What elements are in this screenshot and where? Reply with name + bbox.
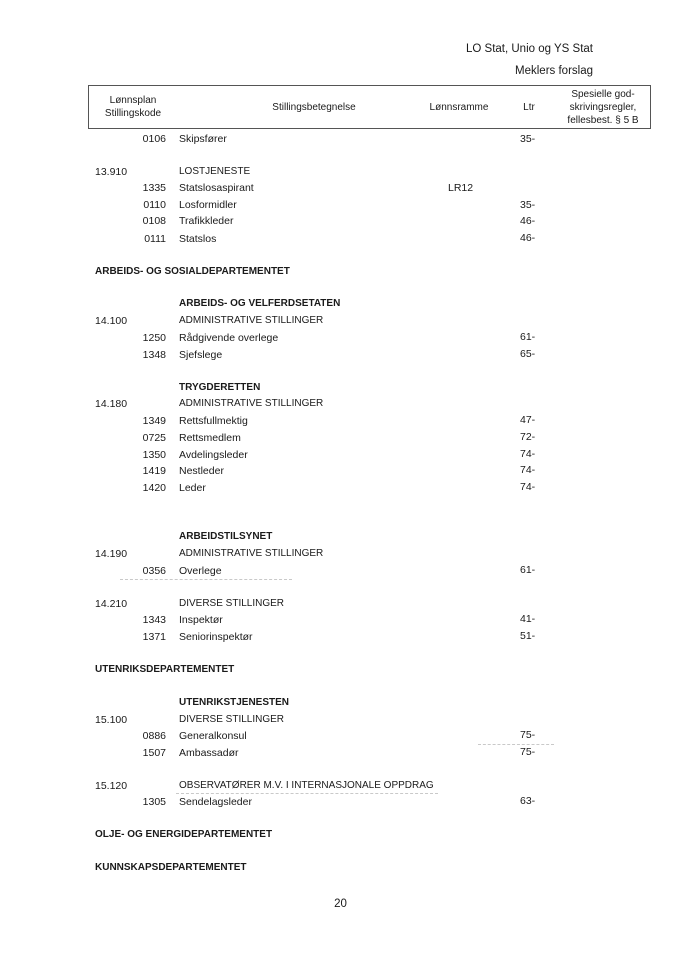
row-title: Skipsfører <box>179 133 227 145</box>
plan-title: ADMINISTRATIVE STILLINGER <box>179 548 324 559</box>
row-code: 1343 <box>142 614 166 626</box>
row-ltr: 47- <box>520 414 536 426</box>
row-ltr: 63- <box>520 795 536 807</box>
plan-number: 14.100 <box>95 315 128 327</box>
row-code: 0886 <box>142 730 166 742</box>
row-lonnsramme: LR12 <box>448 182 474 194</box>
row-title: Rettsfullmektig <box>179 415 248 427</box>
row-code: 1305 <box>142 796 166 808</box>
plan-number: 13.910 <box>95 166 128 178</box>
row-code: 0108 <box>142 215 166 227</box>
header-lonnsplan-line1: Lønnsplan <box>109 95 157 106</box>
header-stillingsbetegnelse: Stillingsbetegnelse <box>272 102 356 113</box>
department-heading: ARBEIDS- OG SOSIALDEPARTEMENTET <box>95 266 290 277</box>
row-title: Statslos <box>179 233 217 245</box>
document-subheading: Meklers forslag <box>515 65 593 77</box>
row-title: Generalkonsul <box>179 730 247 742</box>
row-ltr: 51- <box>520 630 536 642</box>
document-party-heading: LO Stat, Unio og YS Stat <box>466 43 593 55</box>
row-title: Trafikkleder <box>179 215 234 227</box>
plan-number: 14.190 <box>95 548 128 560</box>
unit-heading: ARBEIDS- OG VELFERDSETATEN <box>179 298 341 309</box>
header-spesielle <box>555 88 651 127</box>
header-spesielle-line2: skrivingsregler, <box>569 102 637 113</box>
row-ltr: 74- <box>520 481 536 493</box>
header-lonnsplan <box>89 94 177 120</box>
header-lonnsplan-line2: Stillingskode <box>104 108 162 119</box>
table-header <box>88 85 651 129</box>
row-code: 0356 <box>142 565 166 577</box>
row-code: 1348 <box>142 349 166 361</box>
row-title: Avdelingsleder <box>179 449 248 461</box>
row-code: 1507 <box>142 747 166 759</box>
department-heading: KUNNSKAPSDEPARTEMENTET <box>95 862 247 873</box>
row-code: 1349 <box>142 415 166 427</box>
plan-number: 14.180 <box>95 398 128 410</box>
row-ltr: 46- <box>520 232 536 244</box>
row-title: Overlege <box>179 565 222 577</box>
page-number: 20 <box>334 898 347 910</box>
row-title: Ambassadør <box>179 747 239 759</box>
row-code: 1350 <box>142 449 166 461</box>
row-code: 1371 <box>142 631 166 643</box>
plan-number: 15.120 <box>95 780 128 792</box>
scan-artifact-line <box>478 744 554 745</box>
row-title: Sendelagsleder <box>179 796 252 808</box>
row-title: Rådgivende overlege <box>179 332 279 344</box>
row-ltr: 72- <box>520 431 536 443</box>
plan-title: DIVERSE STILLINGER <box>179 714 285 725</box>
plan-number: 14.210 <box>95 598 128 610</box>
row-ltr: 74- <box>520 464 536 476</box>
row-ltr: 35- <box>520 133 536 145</box>
row-code: 1420 <box>142 482 166 494</box>
row-ltr: 65- <box>520 348 536 360</box>
row-ltr: 75- <box>520 729 536 741</box>
plan-title: ADMINISTRATIVE STILLINGER <box>179 315 324 326</box>
row-title: Leder <box>179 482 206 494</box>
row-ltr: 61- <box>520 331 536 343</box>
row-title: Statslosaspirant <box>179 182 254 194</box>
row-ltr: 74- <box>520 448 536 460</box>
row-title: Nestleder <box>179 465 224 477</box>
row-title: Rettsmedlem <box>179 432 241 444</box>
header-ltr: Ltr <box>523 102 535 113</box>
header-lonnsramme: Lønnsramme <box>429 102 489 113</box>
row-code: 0111 <box>144 233 166 245</box>
plan-title: LOSTJENESTE <box>179 166 251 177</box>
row-code: 1419 <box>142 465 166 477</box>
row-ltr: 35- <box>520 199 536 211</box>
row-code: 0725 <box>142 432 166 444</box>
header-spesielle-line3: fellesbest. § 5 B <box>567 115 639 126</box>
row-code: 0110 <box>143 199 166 211</box>
row-ltr: 75- <box>520 746 536 758</box>
scan-artifact-line <box>120 579 292 580</box>
row-title: Seniorinspektør <box>179 631 253 643</box>
plan-title: DIVERSE STILLINGER <box>179 598 285 609</box>
row-code: 1250 <box>142 332 166 344</box>
header-spesielle-line1: Spesielle god- <box>571 89 635 100</box>
row-ltr: 41- <box>520 613 536 625</box>
plan-title: ADMINISTRATIVE STILLINGER <box>179 398 324 409</box>
row-code: 1335 <box>142 182 166 194</box>
unit-heading: TRYGDERETTEN <box>179 382 261 393</box>
row-ltr: 46- <box>520 215 536 227</box>
unit-heading: UTENRIKSTJENESTEN <box>179 697 290 708</box>
plan-title: OBSERVATØRER M.V. I INTERNASJONALE OPPDRAG <box>179 780 434 791</box>
row-code: 0106 <box>142 133 166 145</box>
unit-heading: ARBEIDSTILSYNET <box>179 531 273 542</box>
scan-artifact-line <box>176 793 438 794</box>
row-title: Inspektør <box>179 614 223 626</box>
plan-number: 15.100 <box>95 714 128 726</box>
row-ltr: 61- <box>520 564 536 576</box>
row-title: Sjefslege <box>179 349 223 361</box>
department-heading: UTENRIKSDEPARTEMENTET <box>95 664 235 675</box>
department-heading: OLJE- OG ENERGIDEPARTEMENTET <box>95 829 273 840</box>
row-title: Losformidler <box>179 199 237 211</box>
